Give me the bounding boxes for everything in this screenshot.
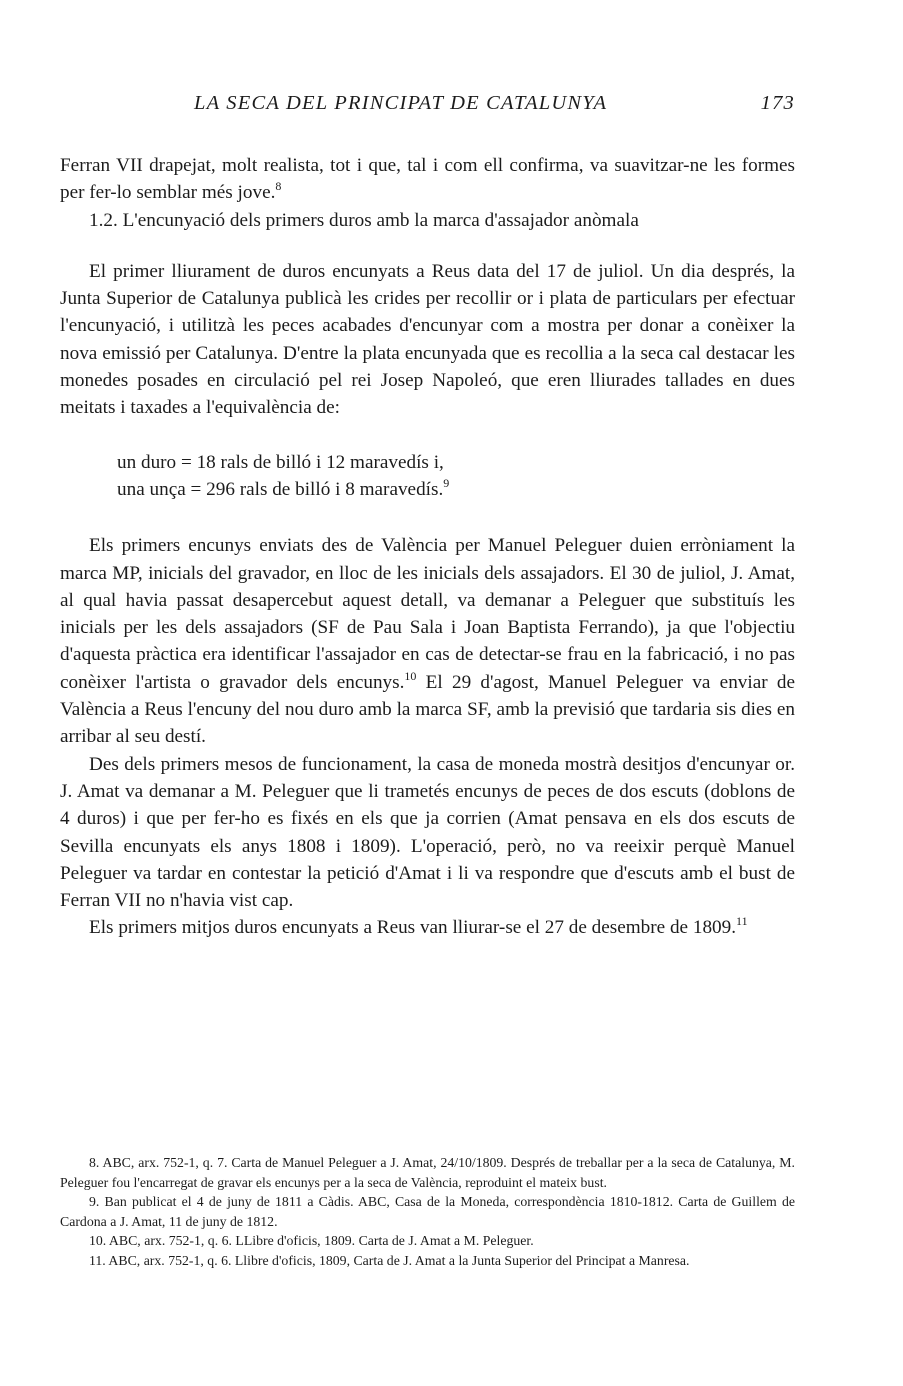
paragraph: [60, 914, 795, 941]
paragraph-text: Els primers encunys enviats des de València per Manuel Peleguer duien erròniament la marca MP, inicials del gravador, en lloc de les inicials dels assajadors. El 30 de juliol, J. Amat, al qual havia passat desapercebut aquest detall, va demanar a Peleguer que substituís les inicials per les dels assajadors (SF de Pau Sala i Joan Baptista Ferrando), ja que l'objectiu d'aquesta pràctica era identificar l'assajador en cas de detectar-se frau en la fabricació, i no pas conèixer l'artista o gravador dels encunys.: [60, 535, 795, 693]
page-number: 173: [760, 92, 795, 114]
footnotes: [60, 1153, 795, 1271]
equivalence-line: un duro = 18 rals de billó i 12 maravedís i,: [117, 451, 444, 473]
footnote-ref-11: 11: [736, 914, 748, 929]
footnote-10: 10. ABC, arx. 752-1, q. 6. LLibre d'oficis, 1809. Carta de J. Amat a M. Peleguer.: [89, 1233, 534, 1249]
paragraph: [60, 532, 795, 750]
footnote-ref-9: 9: [443, 475, 450, 490]
section-heading: 1.2. L'encunyació dels primers duros amb la marca d'assajador anòmala: [89, 209, 639, 231]
footnote-11: 11. ABC, arx. 752-1, q. 6. Llibre d'oficis, 1809, Carta de J. Amat a la Junta Superior del Principat a Manresa.: [89, 1252, 690, 1268]
paragraph: Des dels primers mesos de funcionament, la casa de moneda mostrà desitjos d'encunyar or. J. Amat va demanar a M. Peleguer que li trametés encunys de peces de dos escuts (doblons de 4 duros) i que per fer-ho es fixés en els que ja corrien (Amat pensava en els dos escuts de Sevilla encunyats els anys 1808 i 1809). L'operació, però, no va reeixir perquè Manuel Peleguer va tardar en contestar la petició d'Amat i li va respondre que d'escuts amb el bust de Ferran VII no n'havia vist cap.: [60, 753, 795, 912]
paragraph-text: Els primers mitjos duros encunyats a Reus van lliurar-se el 27 de desembre de 1809.: [89, 917, 737, 939]
footnote-ref-10: 10: [404, 668, 417, 683]
main-text: [60, 152, 795, 942]
equivalence-line-with-note: [117, 476, 795, 503]
equivalence-block: [117, 449, 795, 504]
paragraph-text: Ferran VII drapejat, molt realista, tot i que, tal i com ell confirma, va suavitzar-ne les formes per fer-lo semblar més jove.: [60, 155, 795, 204]
footnote-9: 9. Ban publicat el 4 de juny de 1811 a Càdis. ABC, Casa de la Moneda, correspondència 1810-1812. Carta de Guillem de Cardona a J. Amat, 11 de juny de 1812.: [60, 1194, 795, 1229]
paragraph-continued: [60, 152, 795, 207]
paragraph-text: El 29 d'agost, Manuel Peleguer va enviar de València a Reus l'encuny del nou duro amb la marca SF, amb la previsió que tardaria sis dies en arribar al seu destí.: [60, 671, 795, 748]
footnote-ref-8: 8: [275, 179, 282, 194]
paragraph: El primer lliurament de duros encunyats a Reus data del 17 de juliol. Un dia després, la Junta Superior de Catalunya publicà les crides per recollir or i plata de particulars per efectuar l'encunyació, i utilitzà les peces acabades d'encunyar com a mostra per donar a conèixer la nova emissió per Catalunya. D'entre la plata encunyada que es recollia a la seca cal destacar les monedes posades en circulació pel rei Josep Napoleó, que eren lliurades tallades en dues meitats i taxades a l'equivalència de:: [60, 260, 795, 419]
footnote-8: 8. ABC, arx. 752-1, q. 7. Carta de Manuel Peleguer a J. Amat, 24/10/1809. Després de treballar per a la seca de Catalunya, M. Peleguer fou l'encarregat de gravar els encunys per a la seca de València, reproduint el mateix bust.: [60, 1155, 795, 1190]
running-title: LA SECA DEL PRINCIPAT DE CATALUNYA: [194, 92, 608, 114]
equivalence-line: una unça = 296 rals de billó i 8 maravedís.: [117, 478, 444, 500]
